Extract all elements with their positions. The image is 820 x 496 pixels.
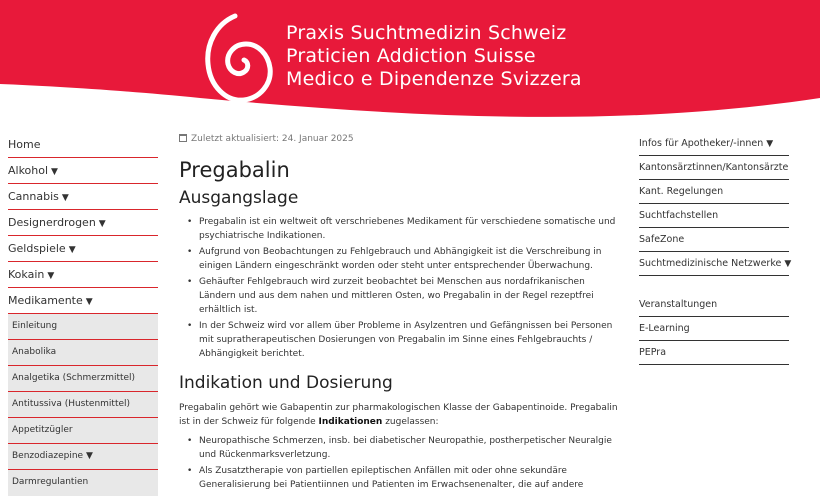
subnav-item-anabolika[interactable]: Anabolika xyxy=(8,340,158,366)
nav-label: Designerdrogen xyxy=(8,216,96,229)
last-updated-text: Zuletzt aktualisiert: 24. Januar 2025 xyxy=(191,134,354,144)
subnav-item-appetitzuegler[interactable]: Appetitzügler xyxy=(8,418,158,444)
dropdown-arrow-icon: ▼ xyxy=(47,271,55,281)
medikamente-submenu xyxy=(8,314,158,496)
site-header xyxy=(0,0,820,118)
dropdown-arrow-icon: ▼ xyxy=(51,167,58,177)
nav-label: Alkohol xyxy=(8,164,49,177)
title-line-italian: Medico e Dipendenze Svizzera xyxy=(286,68,582,90)
list-item: • Gehäufter Fehlgebrauch wird zurzeit beobachtet bei Menschen aus nordafrikanischen Ländern und aus dem nahen und mittleren Osten, wo Pregabalin in der Regel rezeptfrei erhältlich ist. xyxy=(179,275,619,317)
page-title: Pregabalin xyxy=(179,158,290,182)
list-item: • In der Schweiz wird vor allem über Probleme in Asylzentren und Gefängnissen bei Personen mit supratherapeutischen Dosierungen von Pregabalin im Sinne eines Fehlgebrauchts / Abhängigkeit berichtet. xyxy=(179,319,619,361)
section-heading-indikation: Indikation und Dosierung xyxy=(179,373,393,393)
nav-item-cannabis[interactable] xyxy=(8,184,158,210)
nav-item-geldspiele[interactable] xyxy=(8,236,158,262)
calendar-icon xyxy=(179,134,187,142)
dropdown-arrow-icon: ▼ xyxy=(766,139,774,149)
intro-bold-text: Indikationen xyxy=(318,417,383,427)
nav-spacer xyxy=(639,276,789,293)
nav-label: Infos für Apotheker/-innen xyxy=(639,138,764,149)
nav-label: Veranstaltungen xyxy=(639,299,718,310)
subnav-item-benzodiazepine[interactable]: Benzodiazepine ▼ xyxy=(8,444,158,470)
dropdown-arrow-icon: ▼ xyxy=(85,297,93,307)
rightnav-item-apotheker[interactable] xyxy=(639,132,789,156)
rightnav-item-netzwerke[interactable] xyxy=(639,252,792,276)
nav-label: Cannabis xyxy=(8,190,59,203)
indikation-intro xyxy=(179,401,619,429)
nav-label: E-Learning xyxy=(639,323,690,334)
rightnav-item-pepra[interactable] xyxy=(639,341,789,365)
nav-label: Kant. Regelungen xyxy=(639,186,724,197)
spiral-logo-icon[interactable] xyxy=(202,12,276,106)
list-item: • Neuropathische Schmerzen, insb. bei diabetischer Neuropathie, postherpetischer Neuralgie und Rückenmarksverletzung. xyxy=(179,434,619,462)
right-navigation xyxy=(639,132,792,365)
list-item: • Als Zusatztherapie von partiellen epileptischen Anfällen mit oder ohne sekundäre Generalisierung bei Patientiinnen und Patienten im Erwachsenenalter, die auf andere xyxy=(179,464,619,492)
subnav-item-einleitung[interactable]: Einleitung xyxy=(8,314,158,340)
last-updated xyxy=(179,128,619,150)
main-content xyxy=(179,128,619,494)
ausgangslage-list xyxy=(179,215,619,361)
rightnav-item-kantonsaerzte[interactable] xyxy=(639,156,789,180)
dropdown-arrow-icon: ▼ xyxy=(98,219,106,229)
nav-label: SafeZone xyxy=(639,234,685,245)
nav-item-alkohol[interactable] xyxy=(8,158,158,184)
nav-label: Kokain xyxy=(8,268,45,281)
rightnav-item-veranstaltungen[interactable] xyxy=(639,293,789,317)
subnav-item-antitussiva[interactable]: Antitussiva (Hustenmittel) xyxy=(8,392,158,418)
rightnav-item-suchtfachstellen[interactable] xyxy=(639,204,789,228)
title-line-french: Praticien Addiction Suisse xyxy=(286,45,536,67)
nav-label: Suchtfachstellen xyxy=(639,210,719,221)
nav-label: Medikamente xyxy=(8,294,83,307)
rightnav-item-kant-regelungen[interactable] xyxy=(639,180,789,204)
section-heading-ausgangslage: Ausgangslage xyxy=(179,188,299,208)
nav-label: Suchtmedizinische Netzwerke xyxy=(639,258,782,269)
intro-text: Pregabalin gehört wie Gabapentin zur pharmakologischen Klasse der Gabapentinoide. Pregabalin ist in der Schweiz für folgende xyxy=(179,403,618,427)
nav-item-kokain[interactable] xyxy=(8,262,158,288)
nav-item-medikamente[interactable] xyxy=(8,288,158,314)
subnav-item-darmregulantien[interactable]: Darmregulantien xyxy=(12,477,89,487)
left-navigation xyxy=(8,132,158,496)
nav-item-designerdrogen[interactable] xyxy=(8,210,158,236)
nav-label: Home xyxy=(8,138,41,151)
nav-item-home[interactable] xyxy=(8,132,158,158)
nav-label: Kantonsärztinnen/Kantonsärzte xyxy=(639,162,789,173)
rightnav-item-elearning[interactable] xyxy=(639,317,789,341)
title-line-german: Praxis Suchtmedizin Schweiz xyxy=(286,22,567,44)
intro-text-end: zugelassen: xyxy=(382,417,439,427)
list-item: • Aufgrund von Beobachtungen zu Fehlgebrauch und Abhängigkeit ist die Verschreibung in einigen Ländern eingeschränkt worden oder steht unter entsprechender Überwachung. xyxy=(179,245,619,273)
rightnav-item-safezone[interactable] xyxy=(639,228,789,252)
subnav-item-analgetika[interactable]: Analgetika (Schmerzmittel) xyxy=(8,366,158,392)
nav-label: PEPra xyxy=(639,347,667,358)
nav-label: Geldspiele xyxy=(8,242,66,255)
dropdown-arrow-icon: ▼ xyxy=(784,259,792,269)
dropdown-arrow-icon: ▼ xyxy=(68,245,76,255)
list-item: • Pregabalin ist ein weltweit oft verschriebenes Medikament für verschiedene somatische und psychiatrische Indikationen. xyxy=(179,215,619,243)
site-title[interactable] xyxy=(286,22,582,91)
dropdown-arrow-icon: ▼ xyxy=(61,193,69,203)
indikation-list xyxy=(179,434,619,492)
